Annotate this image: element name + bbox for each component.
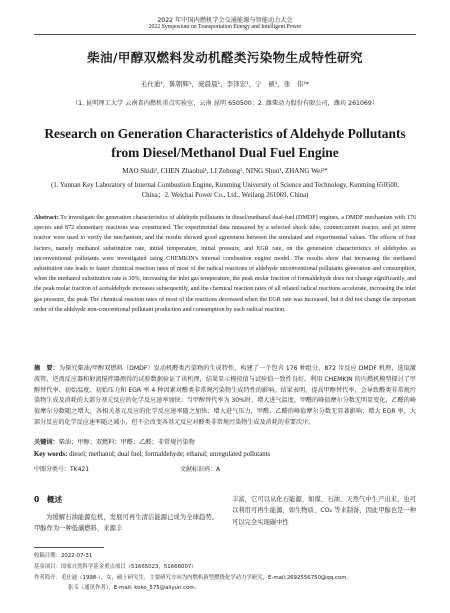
footnote-fund: 基金项目：国家自然科学基金重点项目（51665023，51666007）	[34, 564, 197, 570]
affiliations-cn: （1. 昆明理工大学 云南省内燃机重点实验室，云南 昆明 650500；2. 潍柴动力股份有限公司，潍坊 261069）	[72, 100, 378, 107]
keywords-en	[34, 451, 416, 458]
abstract-cn	[34, 364, 416, 429]
affiliations-en: (1. Yunnan Key Laboratory of Internal Combustion Engine, Kunming University of Science and Technology, Kunming 650500, China；2. Weichai Power Co., Ltd., Weifang 261069, China)	[51, 182, 399, 199]
keywords-cn-text: 柴油；甲醇；双燃料；甲醛；乙醛；非常规污染物	[58, 439, 195, 446]
clc-number: 中图分类号：TK421	[34, 466, 90, 473]
body-left-column: 为缓解石油能源危机，发展可再生清洁能源已成为全球趋势。甲醇作为一种低碳燃料，来源丰	[34, 514, 218, 533]
section-heading: 0 概述	[34, 495, 63, 504]
keywords-cn	[34, 437, 416, 446]
abstract-en-text: To investigate the generation characteristics of aldehyde pollutants in diesel/methanol dual-fuel (DMDF) engines, a DMDF mechanism with 176 species and 872 elementary reactions was constructed. The experimental data measured by a selected shock tube, countercurrent reactor, and jet stirrer reactor were used to verify the mechanism, and the results showed good agreement between the simulated and experimental values. The effects of four factors, namely methanol substitution rate, initial temperature, initial pressure, and EGR rate, on the generation characteristics of aldehydes as unconventional pollutants were investigated using CHEMKIN's internal combustion engine model. The results show that increasing the methanol substitution rate leads to faster chemical reaction rates of most of the radical reactions of aldehyde unconventional pollutants generation and consumption, when the methanol substitution rate is 30%, increasing the inlet gas temperature, the peak molar fraction of formaldehyde does not change significantly, and the peak molar fraction of acetaldehyde increases subsequently, and the chemical reaction rates of all related radical reactions accelerate, increasing the inlet gas pressure, the peak The chemical reaction rates of most of the reactions decreased when the EGR rate was increased, but it did not change the important order of the aldehyde non-conventional pollutant production and consumption by each radical reaction.	[34, 215, 416, 313]
abstract-en-label: Abstract:	[34, 215, 59, 221]
footnote-author: 作者简介：毛仕迪（1998-），女，硕士研究生，主要研究方向为内燃机新型燃烧化学动力学研究，E-mail:2692556750@qq.com。	[34, 575, 352, 581]
title-en: Research on Generation Characteristics of Aldehyde Pollutants from Diesel/Methanol Dual Fuel Engine	[44, 126, 406, 160]
body-right-column: 丰富，它可以从化石能源、如煤、石油、天然气中生产出来，也可以利用可再生能源，如生物质、CO₂ 等来制备，因此甲醇也是一种可以完全实现碳中性	[232, 496, 416, 526]
authors-cn: 毛仕迪¹，陈朝辉¹，庞晨晨¹，李泽宏¹，宁 硕¹，张 伟²*	[140, 80, 310, 88]
header-conference-cn: 2022 年中国内燃机学会交通能源与智能动力大会	[157, 17, 293, 24]
abstract-en	[34, 213, 416, 315]
abstract-cn-label: 摘 要：	[34, 365, 59, 372]
footnote-received: 收稿日期：2022-07-31	[34, 553, 93, 559]
header-conference-en: 2022 Symposium on Transportation Energy and Intelligent Power	[148, 24, 302, 30]
footnote-correspondence: 张韦（通讯作者），E-mail: koko_575@aliyun.com。	[68, 585, 201, 591]
abstract-cn-text: 为探究柴油/甲醇双燃料（DMDF）发动机醛类污染物的生成特性，构建了一个包含 176 种组分、872 步反应 DMDF 机理，选取激波管、逆流反应器和射流搅拌器测得的试验数据验证了该机理，结果显示模拟值与试验值一致性良好。利用 CHEMKIN 的内燃机模型探讨了甲醇替代率、初始温度、初始压力和 EGR 率 4 种因素对醛类非常规污染物生成特性的影响。结果表明，提高甲醇替代率，会导致醛类非常规污染物生成及消耗的大部分基元反应的化学反应速率加快；当甲醇替代率为 30%时，增大进气温度，甲醛的峰值摩尔分数无明显变化，乙醛的峰值摩尔分数随之增大，各相关基元反应的化学反应速率随之加快；增大进气压力，甲醛、乙醛的峰值摩尔分数无显著影响；增大 EGR 率，大部分反应的化学反应速率随之减小，但不会改变各基元反应对醛类非常规污染物生成及消耗的重要次序。	[34, 365, 417, 426]
title-cn: 柴油/甲醇双燃料发动机醛类污染物生成特性研究	[87, 50, 363, 65]
authors-en: MAO Shidi¹, CHEN Zhaohui¹, LI Zehong¹, NING Shuo¹, ZHANG Wei²*	[122, 167, 328, 175]
keywords-cn-label: 关键词：	[34, 439, 59, 446]
header-divider	[34, 34, 416, 35]
document-code: 文献标识码：A	[180, 466, 221, 473]
keywords-en-label: Key words:	[34, 451, 68, 458]
footnote-divider	[34, 547, 104, 548]
keywords-en-text: diesel; methanol; dual fuel; formaldehyde; ethanal; unregulated pollutants	[69, 451, 271, 458]
